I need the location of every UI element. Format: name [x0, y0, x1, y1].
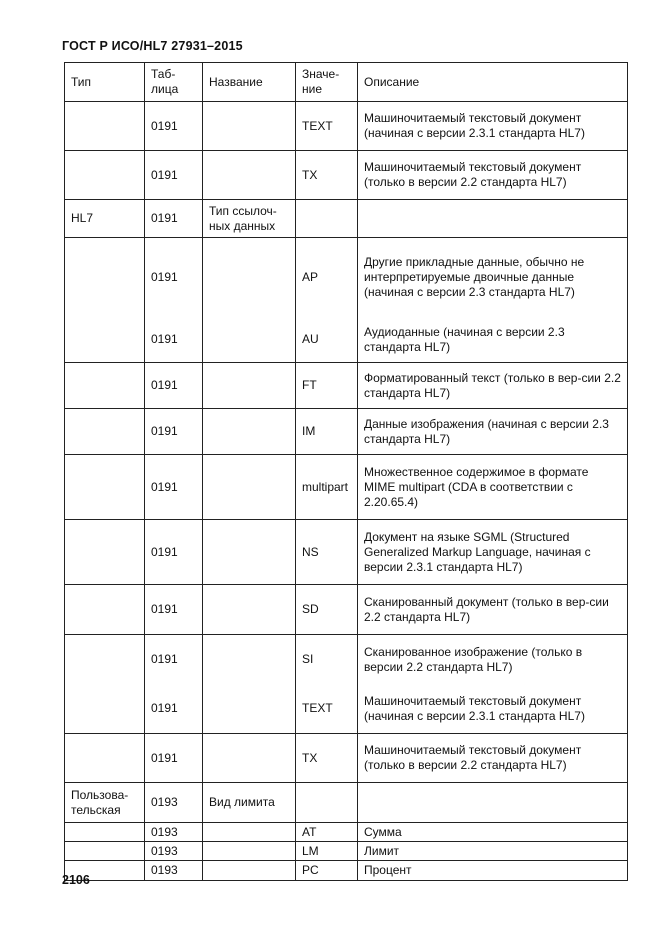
cell-table: 0191	[145, 455, 203, 520]
cell-type: Пользова-тельская	[65, 783, 145, 823]
column-header-type: Тип	[65, 63, 145, 102]
cell-type	[65, 585, 145, 635]
cell-type	[65, 151, 145, 200]
cell-description: Множественное содержимое в формате MIME multipart (CDA в соответствии с 2.20.65.4)	[358, 455, 628, 520]
cell-table: 0193	[145, 842, 203, 861]
cell-value: SD	[296, 585, 358, 635]
cell-value: TEXT	[296, 685, 358, 734]
cell-description: Машиночитаемый текстовый документ (начиная с версии 2.3.1 стандарта HL7)	[358, 685, 628, 734]
table-row	[65, 635, 628, 685]
cell-description: Другие прикладные данные, обычно не интерпретируемые двоичные данные (начиная с версии 2.3 стандарта HL7)	[358, 238, 628, 318]
cell-description: Аудиоданные (начиная с версии 2.3 стандарта HL7)	[358, 318, 628, 363]
cell-type	[65, 238, 145, 318]
table-row	[65, 783, 628, 823]
cell-value: multipart	[296, 455, 358, 520]
cell-type	[65, 734, 145, 783]
document-header: ГОСТ Р ИСО/HL7 27931–2015	[62, 39, 243, 53]
cell-description: Лимит	[358, 842, 628, 861]
cell-description: Данные изображения (начиная с версии 2.3 стандарта HL7)	[358, 409, 628, 455]
cell-name	[203, 842, 296, 861]
column-header-name: Название	[203, 63, 296, 102]
cell-table: 0191	[145, 102, 203, 151]
cell-name	[203, 635, 296, 685]
table-row	[65, 520, 628, 585]
cell-table: 0191	[145, 685, 203, 734]
cell-value: FT	[296, 363, 358, 409]
cell-value: PC	[296, 861, 358, 881]
table-row	[65, 861, 628, 881]
cell-table: 0191	[145, 363, 203, 409]
cell-value: AP	[296, 238, 358, 318]
cell-type	[65, 823, 145, 842]
table-row	[65, 685, 628, 734]
table-row	[65, 409, 628, 455]
cell-name: Тип ссылоч-ных данных	[203, 200, 296, 238]
cell-type	[65, 318, 145, 363]
cell-description: Форматированный текст (только в вер-сии 2.2 стандарта HL7)	[358, 363, 628, 409]
cell-description: Машиночитаемый текстовый документ (начиная с версии 2.3.1 стандарта HL7)	[358, 102, 628, 151]
table-row	[65, 585, 628, 635]
cell-table: 0191	[145, 734, 203, 783]
table-row	[65, 318, 628, 363]
cell-table: 0191	[145, 238, 203, 318]
cell-name	[203, 363, 296, 409]
cell-type: HL7	[65, 200, 145, 238]
column-header-table: Таб-лица	[145, 63, 203, 102]
cell-name	[203, 861, 296, 881]
cell-value: TX	[296, 151, 358, 200]
table-row	[65, 200, 628, 238]
cell-description	[358, 200, 628, 238]
cell-value	[296, 783, 358, 823]
cell-type	[65, 842, 145, 861]
cell-value: SI	[296, 635, 358, 685]
cell-value: TX	[296, 734, 358, 783]
cell-value: LM	[296, 842, 358, 861]
cell-name	[203, 409, 296, 455]
column-header-description: Описание	[358, 63, 628, 102]
cell-type	[65, 102, 145, 151]
cell-name	[203, 823, 296, 842]
cell-description	[358, 783, 628, 823]
cell-name	[203, 238, 296, 318]
cell-value: TEXT	[296, 102, 358, 151]
table-row	[65, 823, 628, 842]
table-row	[65, 102, 628, 151]
cell-table: 0191	[145, 200, 203, 238]
cell-description: Документ на языке SGML (Structured Generalized Markup Language, начиная с версии 2.3.1 стандарта HL7)	[358, 520, 628, 585]
cell-name: Вид лимита	[203, 783, 296, 823]
reference-data-table	[64, 62, 628, 881]
cell-name	[203, 685, 296, 734]
cell-type	[65, 363, 145, 409]
cell-name	[203, 455, 296, 520]
cell-value: AT	[296, 823, 358, 842]
table-row	[65, 238, 628, 318]
cell-type	[65, 455, 145, 520]
table-row	[65, 363, 628, 409]
cell-table: 0191	[145, 318, 203, 363]
cell-name	[203, 520, 296, 585]
cell-table: 0191	[145, 585, 203, 635]
table-header-row	[65, 63, 628, 102]
cell-value: IM	[296, 409, 358, 455]
cell-table: 0191	[145, 635, 203, 685]
page-number: 2106	[62, 873, 90, 887]
cell-type	[65, 520, 145, 585]
cell-table: 0193	[145, 783, 203, 823]
cell-name	[203, 734, 296, 783]
cell-table: 0191	[145, 151, 203, 200]
cell-table: 0193	[145, 823, 203, 842]
cell-description: Сканированное изображение (только в версии 2.2 стандарта HL7)	[358, 635, 628, 685]
cell-type	[65, 635, 145, 685]
table-row	[65, 842, 628, 861]
cell-value: NS	[296, 520, 358, 585]
cell-description: Сумма	[358, 823, 628, 842]
table-row	[65, 455, 628, 520]
column-header-value: Значе-ние	[296, 63, 358, 102]
table-row	[65, 151, 628, 200]
table-row	[65, 734, 628, 783]
cell-table: 0193	[145, 861, 203, 881]
cell-type	[65, 409, 145, 455]
cell-type	[65, 685, 145, 734]
cell-name	[203, 102, 296, 151]
cell-description: Машиночитаемый текстовый документ (только в версии 2.2 стандарта HL7)	[358, 734, 628, 783]
cell-value: AU	[296, 318, 358, 363]
cell-description: Машиночитаемый текстовый документ (только в версии 2.2 стандарта HL7)	[358, 151, 628, 200]
cell-name	[203, 585, 296, 635]
cell-value	[296, 200, 358, 238]
cell-table: 0191	[145, 520, 203, 585]
cell-name	[203, 318, 296, 363]
cell-table: 0191	[145, 409, 203, 455]
cell-name	[203, 151, 296, 200]
cell-description: Сканированный документ (только в вер-сии 2.2 стандарта HL7)	[358, 585, 628, 635]
cell-description: Процент	[358, 861, 628, 881]
